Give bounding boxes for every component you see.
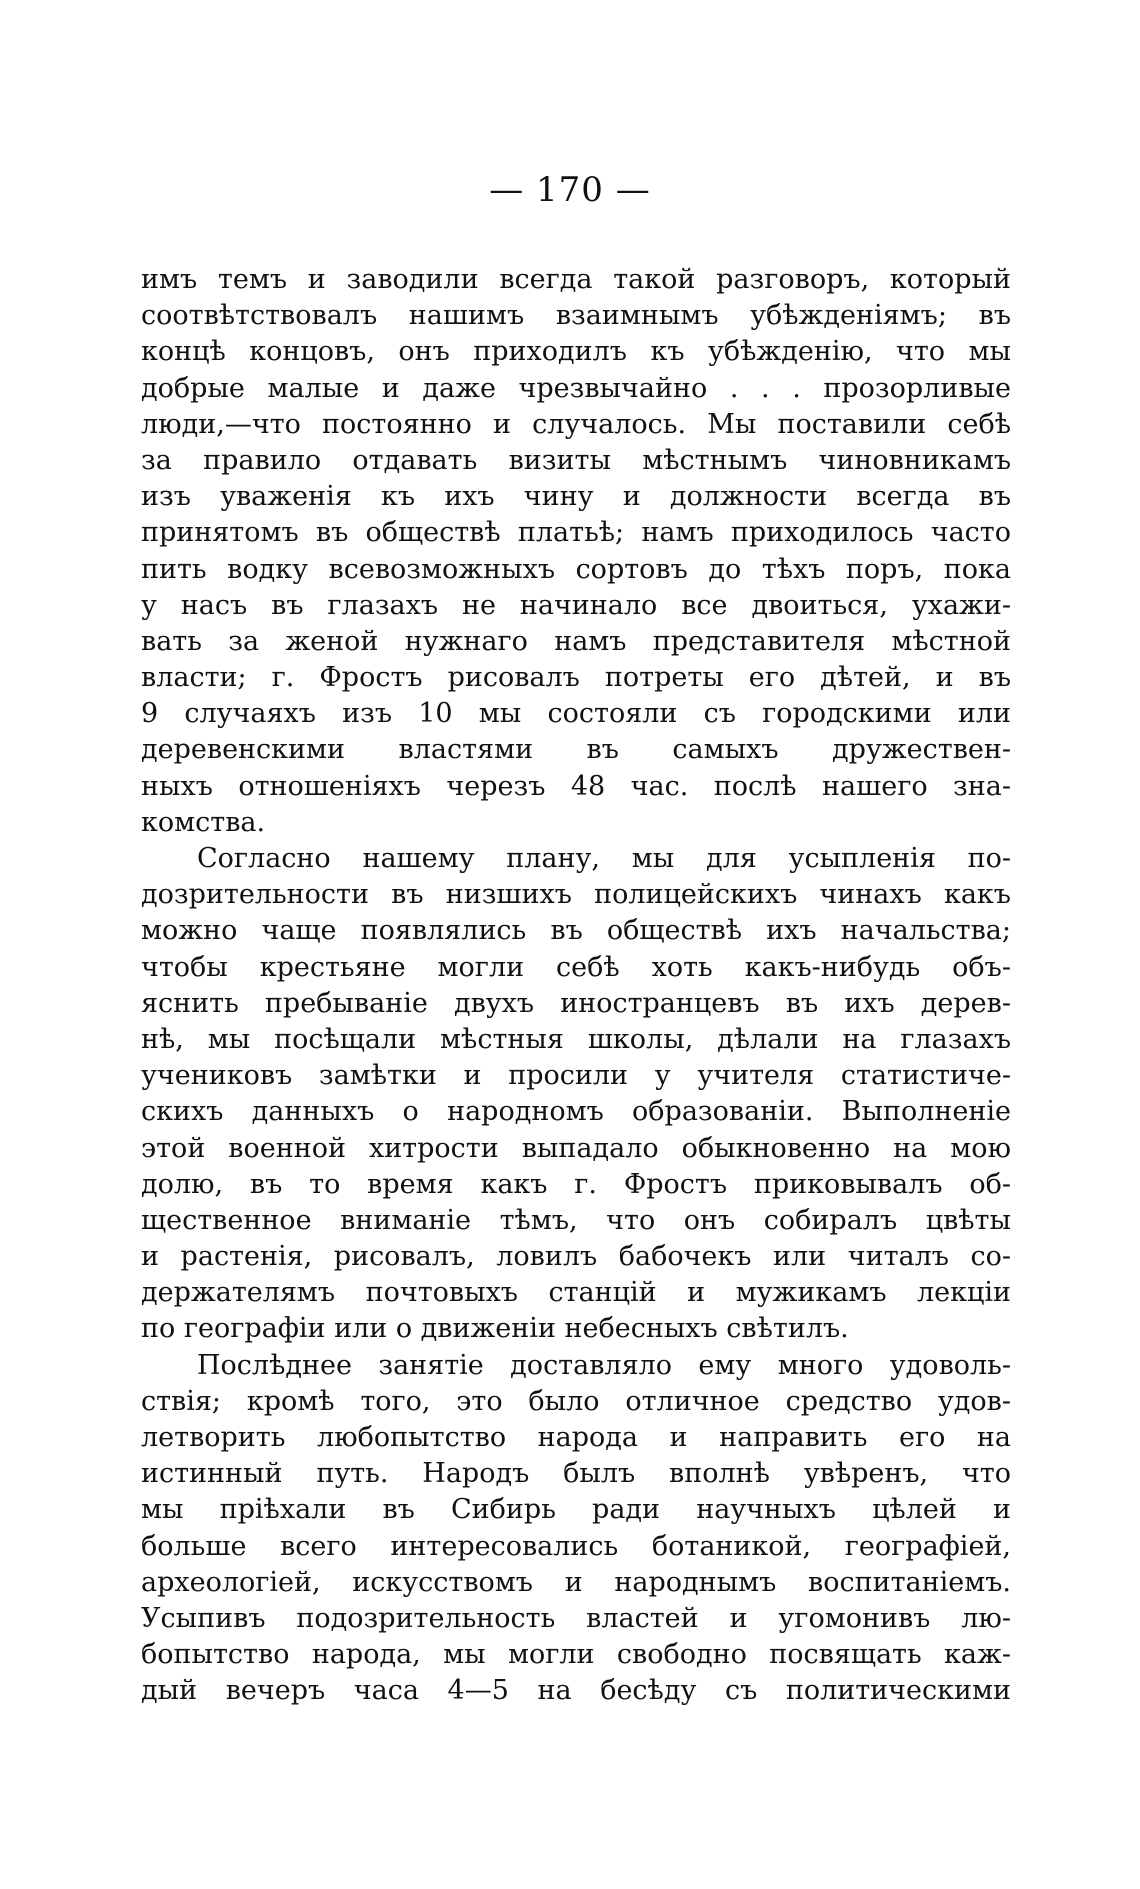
text-line: люди,—что постоянно и случалось. Мы поставили себѣ bbox=[141, 408, 1011, 440]
text-line: принятомъ въ обществѣ платьѣ; намъ приходилось часто bbox=[141, 517, 1011, 549]
text-line: деревенскими властями въ самыхъ дружествен- bbox=[141, 734, 1011, 766]
body-text bbox=[141, 262, 1011, 1710]
text-line: пить водку всевозможныхъ сортовъ до тѣхъ поръ, пока bbox=[141, 553, 1011, 585]
text-line: держателямъ почтовыхъ станцій и мужикамъ лекціи bbox=[141, 1277, 1011, 1309]
text-line: у насъ въ глазахъ не начинало все двоиться, ухажи- bbox=[141, 589, 1011, 621]
text-line: дый вечеръ часа 4—5 на бесѣду съ политическими bbox=[141, 1675, 1011, 1707]
text-line: долю, въ то время какъ г. Фростъ приковывалъ об- bbox=[141, 1168, 1011, 1200]
text-line: ныхъ отношеніяхъ черезъ 48 час. послѣ нашего зна- bbox=[141, 770, 1011, 802]
text-line: дозрительности въ низшихъ полицейскихъ чинахъ какъ bbox=[141, 879, 1011, 911]
text-line: археологіей, искусствомъ и народнымъ воспитаніемъ. bbox=[141, 1566, 1011, 1598]
text-line: изъ уваженія къ ихъ чину и должности всегда въ bbox=[141, 481, 1011, 513]
text-line: Усыпивъ подозрительность властей и угомонивъ лю- bbox=[141, 1602, 1011, 1634]
text-line: скихъ данныхъ о народномъ образованіи. Выполненіе bbox=[141, 1096, 1011, 1128]
text-line: ствія; кромѣ того, это было отличное средство удов- bbox=[141, 1385, 1011, 1417]
text-line: можно чаще появлялись въ обществѣ ихъ начальства; bbox=[141, 915, 1011, 947]
text-line: концѣ концовъ, онъ приходилъ къ убѣжденію, что мы bbox=[141, 336, 1011, 368]
text-line: имъ темъ и заводили всегда такой разговоръ, который bbox=[141, 264, 1011, 295]
text-line: добрые малые и даже чрезвычайно . . . прозорливые bbox=[141, 372, 1011, 404]
text-line: вать за женой нужнаго намъ представителя мѣстной bbox=[141, 625, 1011, 657]
page-number: — 170 — bbox=[489, 170, 651, 210]
text-line: яснить пребываніе двухъ иностранцевъ въ ихъ дерев- bbox=[141, 987, 1011, 1019]
text-line: больше всего интересовались ботаникой, географіей, bbox=[141, 1530, 1011, 1562]
text-line: комства. bbox=[141, 806, 266, 838]
text-line: бопытство народа, мы могли свободно посвящать каж- bbox=[141, 1639, 1011, 1671]
text-line: за правило отдавать визиты мѣстнымъ чиновникамъ bbox=[141, 444, 1011, 476]
text-line: власти; г. Фростъ рисовалъ потреты его дѣтей, и въ bbox=[141, 662, 1011, 694]
text-line: чтобы крестьяне могли себѣ хоть какъ-нибудь объ- bbox=[141, 951, 1011, 983]
text-line: учениковъ замѣтки и просили у учителя статистиче- bbox=[141, 1060, 1011, 1092]
text-line: и растенія, рисовалъ, ловилъ бабочекъ или читалъ со- bbox=[141, 1241, 1011, 1273]
text-line: 9 случаяхъ изъ 10 мы состояли съ городскими или bbox=[141, 698, 1011, 730]
text-line: Послѣднее занятіе доставляло ему много удоволь- bbox=[197, 1349, 1011, 1381]
text-line: мы пріѣхали въ Сибирь ради научныхъ цѣлей и bbox=[141, 1494, 1011, 1526]
text-line: щественное вниманіе тѣмъ, что онъ собиралъ цвѣты bbox=[141, 1204, 1011, 1236]
text-line: нѣ, мы посѣщали мѣстныя школы, дѣлали на глазахъ bbox=[141, 1023, 1011, 1055]
text-line: Согласно нашему плану, мы для усыпленія по- bbox=[197, 843, 1011, 874]
text-line: по географіи или о движеніи небесныхъ свѣтилъ. bbox=[141, 1313, 849, 1345]
text-line: летворить любопытство народа и направить его на bbox=[141, 1422, 1011, 1453]
text-line: истинный путь. Народъ былъ вполнѣ увѣренъ, что bbox=[141, 1458, 1011, 1490]
text-line: соотвѣтствовалъ нашимъ взаимнымъ убѣжденіямъ; въ bbox=[141, 300, 1011, 332]
text-line: этой военной хитрости выпадало обыкновенно на мою bbox=[141, 1132, 1011, 1164]
